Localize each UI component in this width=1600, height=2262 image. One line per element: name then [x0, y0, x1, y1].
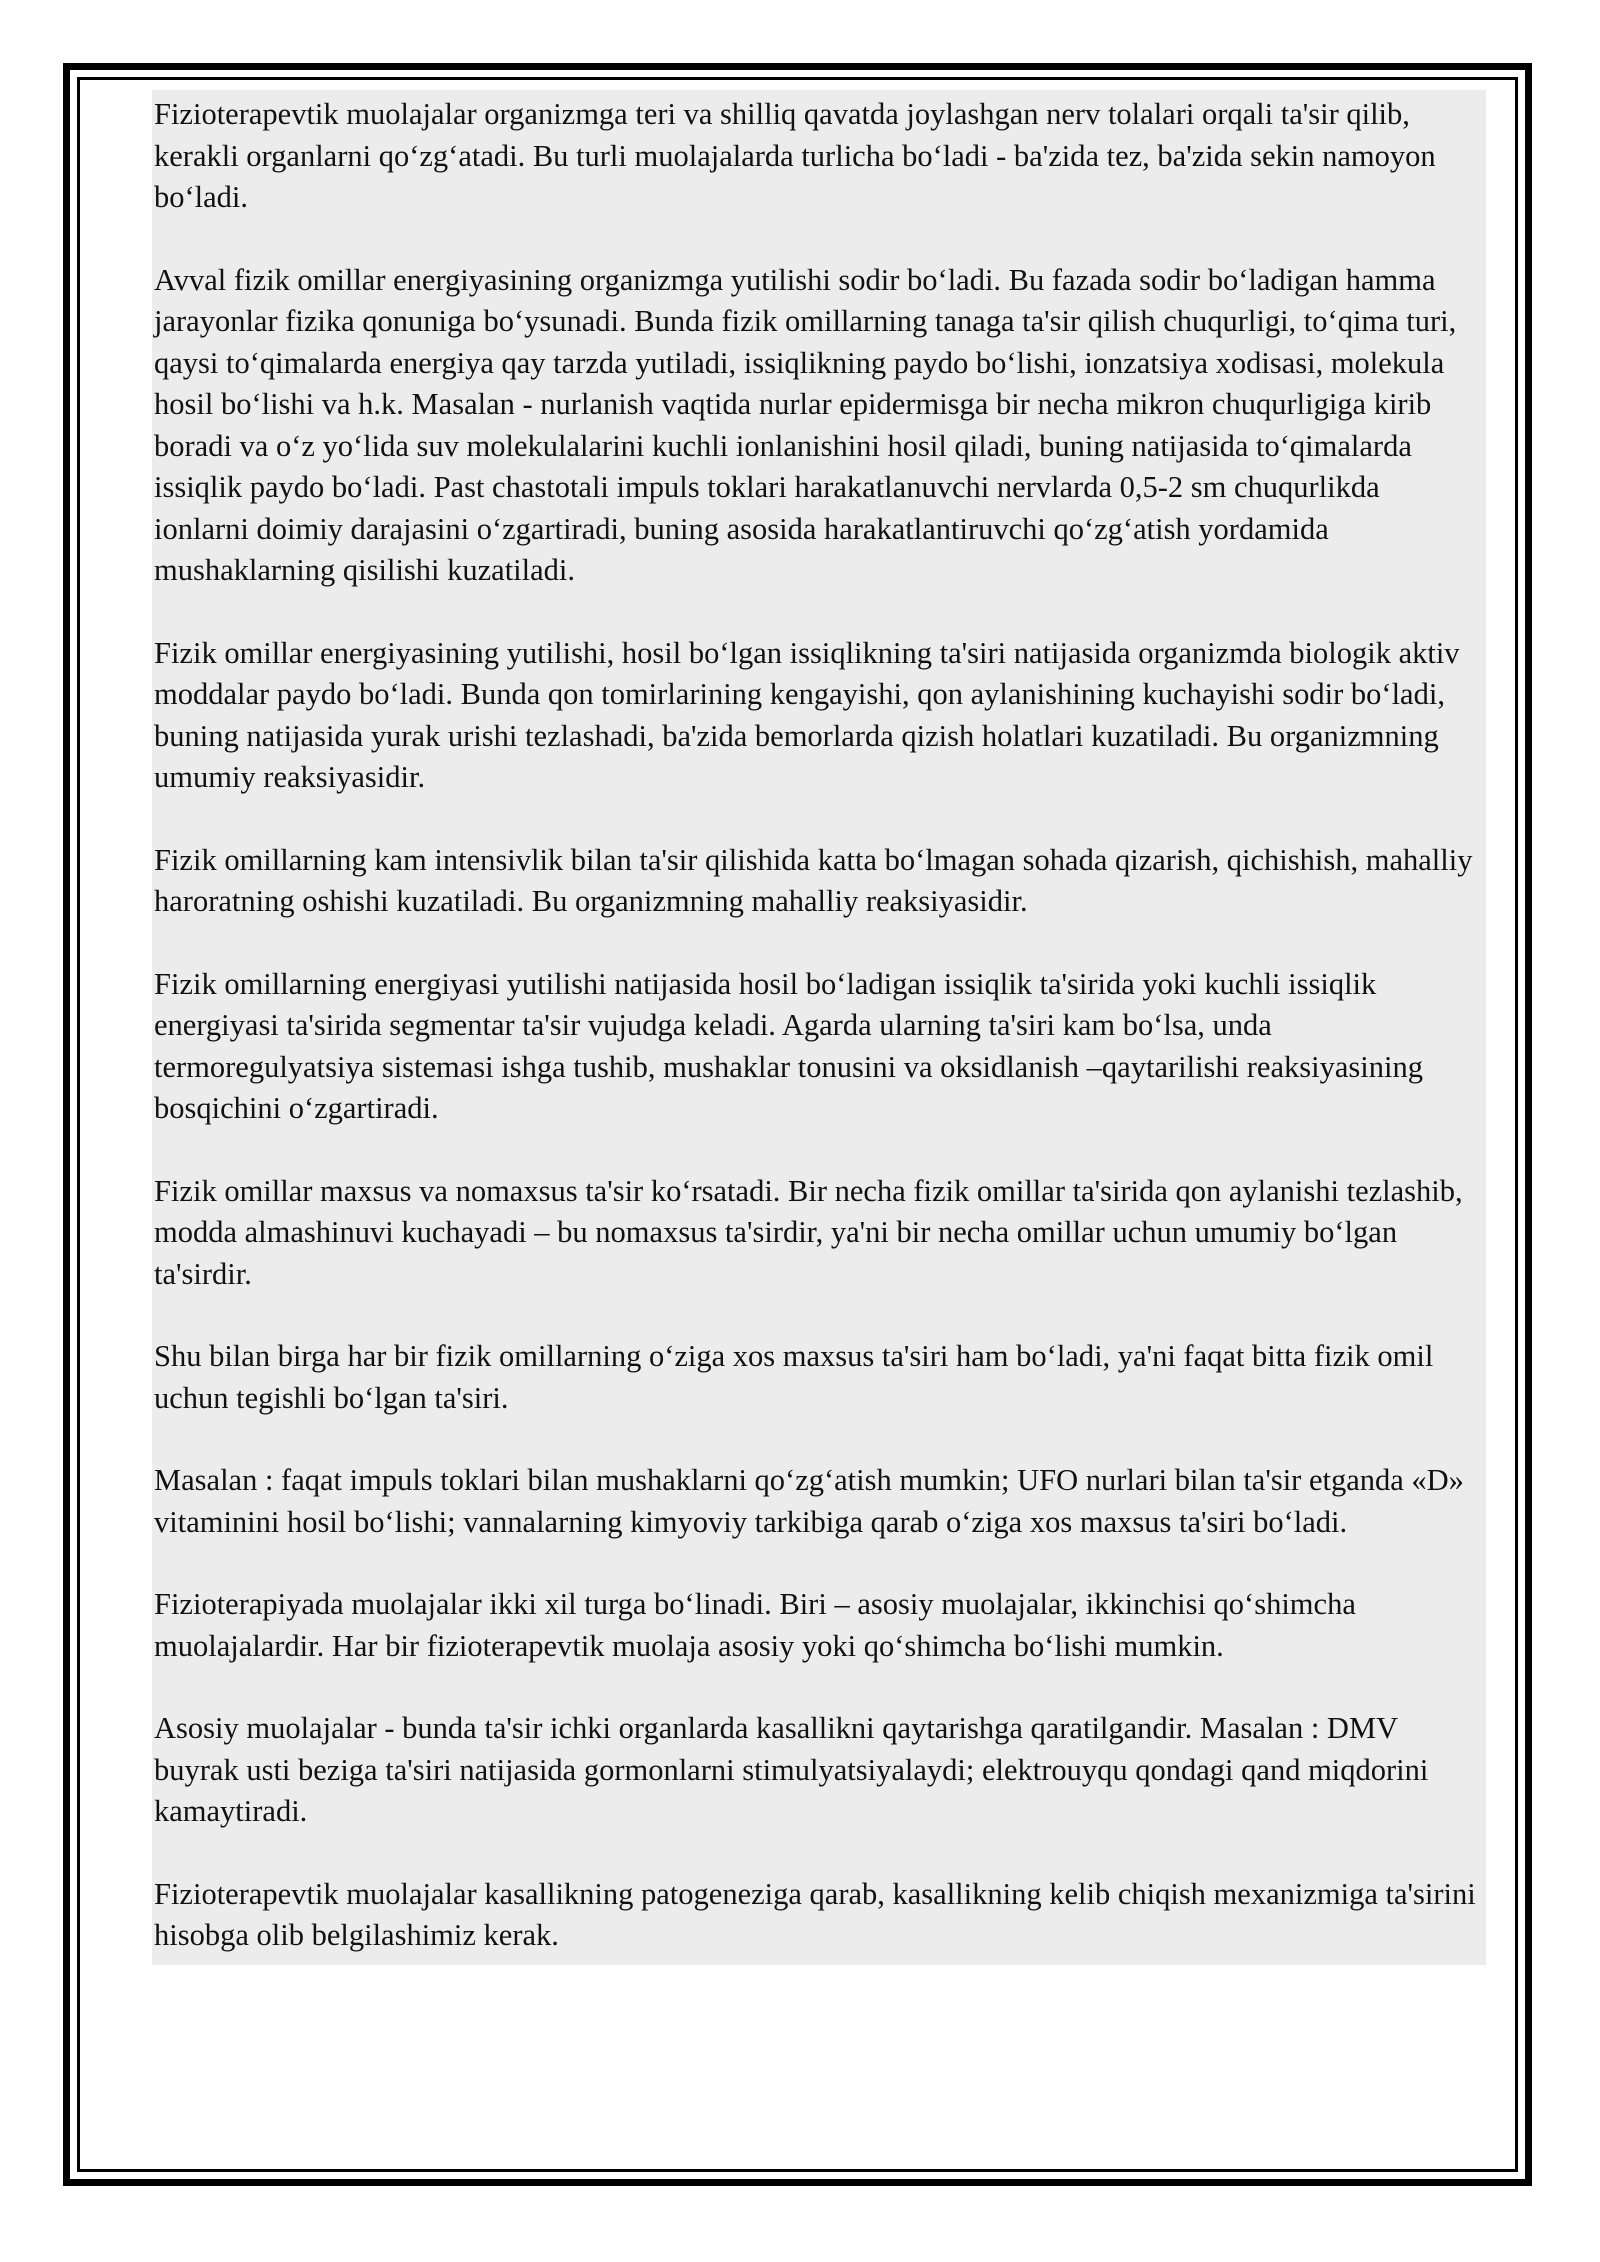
paragraph-11: Fizioterapevtik muolajalar kasallikning patogeneziga qarab, kasallikning kelib chiqish mexanizmiga ta'sirini hisobga olib belgilashimiz kerak. — [154, 1876, 1476, 1952]
paragraph-5: Fizik omillarning energiyasi yutilishi natijasida hosil bo‘ladigan issiqlik ta'sirida yoki kuchli issiqlik energiyasi ta'sirida segmentar ta'sir vujudga keladi. Agarda ularning ta'siri kam bo‘lsa, unda termoregulyatsiya sistemasi ishga tushib, mushaklar tonusini va oksidlanish –qaytarilishi reaksiyasining bosqichini o‘zgartiradi. — [154, 966, 1423, 1125]
paragraph-3: Fizik omillar energiyasining yutilishi, hosil bo‘lgan issiqlikning ta'siri natijasida organizmda biologik aktiv moddalar paydo bo‘ladi. Bunda qon tomirlarining kengayishi, qon aylanishining kuchayishi sodir bo‘ladi, buning natijasida yurak urishi tezlashadi, ba'zida bemorlarda qizish holatlari kuzatiladi. Bu organizmning umumiy reaksiyasidir. — [154, 635, 1460, 794]
paragraph-7: Shu bilan birga har bir fizik omillarning o‘ziga xos maxsus ta'siri ham bo‘ladi, ya'ni faqat bitta fizik omil uchun tegishli bo‘lgan ta'siri. — [154, 1339, 1434, 1415]
paragraph-10: Asosiy muolajalar - bunda ta'sir ichki organlarda kasallikni qaytarishga qaratilgandir. Masalan : DMV buyrak usti beziga ta'siri natijasida gormonlarni stimulyatsiyalaydi; elektrouyqu qondagi qand miqdorini kamaytiradi. — [154, 1711, 1429, 1828]
paragraph-9: Fizioterapiyada muolajalar ikki xil turga bo‘linadi. Biri – asosiy muolajalar, ikkinchisi qo‘shimcha muolajalardir. Har bir fizioterapevtik muolaja asosiy yoki qo‘shimcha bo‘lishi mumkin. — [154, 1587, 1356, 1663]
paragraph-6: Fizik omillar maxsus va nomaxsus ta'sir ko‘rsatadi. Bir necha fizik omillar ta'sirida qon aylanishi tezlashib, modda almashinuvi kuchayadi – bu nomaxsus ta'sirdir, ya'ni bir necha omillar uchun umumiy bo‘lgan ta'sirdir. — [154, 1173, 1463, 1291]
paragraph-2: Avval fizik omillar energiyasining organizmga yutilishi sodir bo‘ladi. Bu fazada sodir bo‘ladigan hamma jarayonlar fizika qonuniga bo‘ysunadi. Bunda fizik omillarning tanaga ta'sir qilish chuqurligi, to‘qima turi, qaysi to‘qimalarda energiya qay tarzda yutiladi, issiqlikning paydo bo‘lishi, ionzatsiya xodisasi, molekula hosil bo‘lishi va h.k. Masalan - nurlanish vaqtida nurlar epidermisga bir necha mikron chuqurligiga kirib boradi va o‘z yo‘lida suv molekulalarini kuchli ionlanishini hosil qiladi, buning natijasida to‘qimalarda issiqlik paydo bo‘ladi. Past chastotali impuls toklari harakatlanuvchi nervlarda 0,5-2 sm chuqurlikda ionlarni doimiy darajasini o‘zgartiradi, buning asosida harakatlantiruvchi qo‘zg‘atish yordamida mushaklarning qisilishi kuzatiladi. — [154, 262, 1457, 587]
document-body — [152, 90, 1486, 1965]
paragraph-8: Masalan : faqat impuls toklari bilan mushaklarni qo‘zg‘atish mumkin; UFO nurlari bilan ta'sir etganda «D» vitaminini hosil bo‘lishi; vannalarning kimyoviy tarkibiga qarab o‘ziga xos maxsus ta'siri bo‘ladi. — [154, 1463, 1464, 1539]
paragraph-1: Fizioterapevtik muolajalar organizmga teri va shilliq qavatda joylashgan nerv tolalari orqali ta'sir qilib, kerakli organlarni qo‘zg‘atadi. Bu turli muolajalarda turlicha bo‘ladi - ba'zida tez, ba'zida sekin namoyon bo‘ladi. — [154, 97, 1436, 214]
paragraph-4: Fizik omillarning kam intensivlik bilan ta'sir qilishida katta bo‘lmagan sohada qizarish, qichishish, mahalliy haroratning oshishi kuzatiladi. Bu organizmning mahalliy reaksiyasidir. — [154, 842, 1473, 918]
